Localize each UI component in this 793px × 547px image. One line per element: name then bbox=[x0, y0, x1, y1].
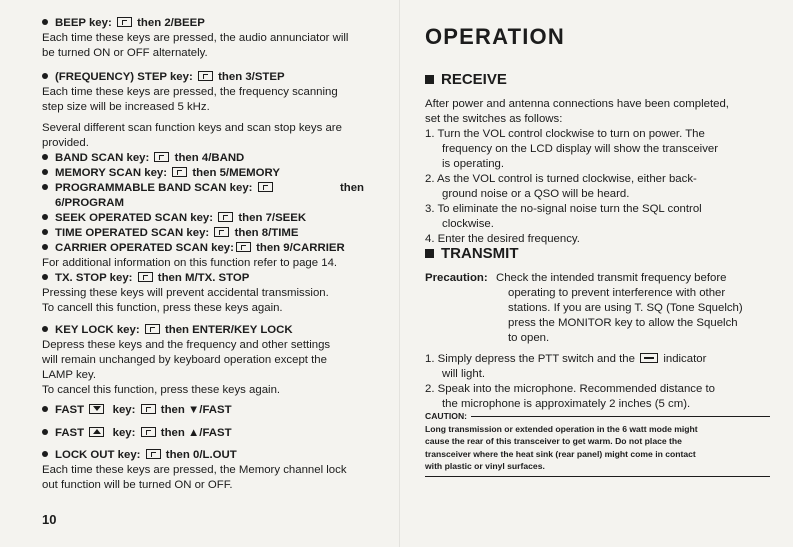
step-desc: Each time these keys are pressed, the frequency scanning bbox=[42, 86, 338, 98]
txstop-desc: Pressing these keys will prevent accidental transmission. bbox=[42, 287, 329, 299]
receive-step: 3. To eliminate the no-signal noise turn the SQL control bbox=[425, 203, 702, 215]
fast-down-label: FAST bbox=[55, 404, 85, 416]
fast-up-label: FAST bbox=[55, 427, 85, 439]
page-number: 10 bbox=[42, 512, 57, 527]
function-key-icon bbox=[138, 272, 153, 282]
caution-block bbox=[425, 410, 770, 477]
lockout-desc: Each time these keys are pressed, the Memory channel lock bbox=[42, 464, 347, 476]
scan-outro: For additional information on this function refer to page 14. bbox=[42, 257, 338, 269]
carrier-scan-label: CARRIER OPERATED SCAN key: bbox=[55, 242, 234, 254]
keylock-desc: LAMP key. bbox=[42, 369, 97, 381]
transmit-heading: TRANSMIT bbox=[425, 245, 519, 262]
txstop-section bbox=[42, 271, 372, 316]
step-desc: step size will be increased 5 kHz. bbox=[42, 101, 210, 113]
step-then: then 3/STEP bbox=[218, 71, 285, 83]
transmit-step: 2. Speak into the microphone. Recommended distance to bbox=[425, 383, 715, 395]
memory-scan-label: MEMORY SCAN key: bbox=[55, 167, 168, 179]
beep-desc: Each time these keys are pressed, the audio annunciator will bbox=[42, 32, 349, 44]
carrier-scan-then: then 9/CARRIER bbox=[256, 242, 345, 254]
scan-section bbox=[42, 121, 372, 271]
down-arrow-key-icon bbox=[89, 404, 104, 414]
receive-step: 1. Turn the VOL control clockwise to turn on power. The bbox=[425, 128, 705, 140]
fast-down-key: key: bbox=[112, 404, 136, 416]
function-key-icon bbox=[141, 427, 156, 437]
transmit-step-tail: indicator bbox=[663, 353, 707, 365]
precaution-line: press the MONITOR key to allow the Squelch bbox=[508, 317, 738, 329]
function-key-icon bbox=[141, 404, 156, 414]
caution-line: transceiver where the heat sink (rear panel) might come in contact bbox=[425, 448, 696, 459]
keylock-section bbox=[42, 323, 372, 398]
keylock-then: then ENTER/KEY LOCK bbox=[164, 324, 293, 336]
caution-bottom-rule bbox=[425, 476, 770, 477]
txstop-desc: To cancell this function, press these keys again. bbox=[42, 302, 283, 314]
precaution-line: operating to prevent interference with other bbox=[508, 287, 726, 299]
function-key-icon bbox=[172, 167, 187, 177]
lockout-label: LOCK OUT key: bbox=[55, 449, 141, 461]
beep-section bbox=[42, 16, 372, 61]
keylock-label: KEY LOCK key: bbox=[55, 324, 140, 336]
beep-then: then 2/BEEP bbox=[137, 17, 205, 29]
memory-scan-then: then 5/MEMORY bbox=[192, 167, 280, 179]
band-scan-then: then 4/BAND bbox=[174, 152, 245, 164]
caution-line: cause the rear of this transceiver to get warm. Do not place the bbox=[425, 436, 682, 446]
transmit-step: the microphone is approximately 2 inches (5 cm). bbox=[442, 398, 691, 410]
seek-scan-then: then 7/SEEK bbox=[238, 212, 307, 224]
caution-rule bbox=[471, 416, 770, 417]
receive-step: 4. Enter the desired frequency. bbox=[425, 233, 580, 245]
program-scan-cont: 6/PROGRAM bbox=[55, 197, 124, 209]
function-key-icon bbox=[214, 227, 229, 237]
fast-up-key: key: bbox=[112, 427, 136, 439]
receive-step: clockwise. bbox=[442, 218, 494, 230]
keylock-desc: To cancel this function, press these keys again. bbox=[42, 384, 281, 396]
keylock-desc: Depress these keys and the frequency and other settings bbox=[42, 339, 331, 351]
up-arrow-key-icon bbox=[89, 427, 104, 437]
seek-scan-label: SEEK OPERATED SCAN key: bbox=[55, 212, 214, 224]
function-key-icon bbox=[154, 152, 169, 162]
caution-line: with plastic or vinyl surfaces. bbox=[425, 461, 545, 471]
time-scan-label: TIME OPERATED SCAN key: bbox=[55, 227, 210, 239]
page-title: OPERATION bbox=[425, 24, 565, 49]
beep-desc: be turned ON or OFF alternately. bbox=[42, 47, 208, 59]
transmit-step: will light. bbox=[442, 368, 486, 380]
step-label: (FREQUENCY) STEP key: bbox=[55, 71, 193, 83]
lockout-section bbox=[42, 448, 372, 493]
caution-line: Long transmission or extended operation in the 6 watt mode might bbox=[425, 423, 698, 434]
time-scan-then: then 8/TIME bbox=[234, 227, 299, 239]
program-scan-then: then bbox=[339, 182, 364, 194]
function-key-icon bbox=[146, 449, 161, 459]
receive-step: 2. As the VOL control is turned clockwise, either back- bbox=[425, 173, 697, 185]
beep-label: BEEP key: bbox=[55, 17, 112, 29]
lockout-then: then 0/L.OUT bbox=[165, 449, 237, 461]
transmit-step: 1. Simply depress the PTT switch and the bbox=[425, 353, 635, 365]
precaution-line: stations. If you are using T. SQ (Tone Squelch) bbox=[508, 302, 743, 314]
receive-heading: RECEIVE bbox=[425, 71, 507, 88]
precaution-line: Check the intended transmit frequency before bbox=[496, 272, 727, 284]
receive-intro: set the switches as follows: bbox=[425, 113, 563, 125]
scan-intro: Several different scan function keys and scan stop keys are bbox=[42, 122, 342, 134]
transmit-steps bbox=[425, 352, 770, 412]
scan-intro: provided. bbox=[42, 137, 89, 149]
step-section bbox=[42, 70, 372, 115]
function-key-icon bbox=[218, 212, 233, 222]
receive-body bbox=[425, 97, 770, 247]
band-scan-label: BAND SCAN key: bbox=[55, 152, 150, 164]
function-key-icon bbox=[117, 17, 132, 27]
precaution-label: Precaution: bbox=[425, 272, 488, 284]
function-key-icon bbox=[236, 242, 251, 252]
fast-up-then: then ▲/FAST bbox=[160, 427, 232, 439]
program-scan-label: PROGRAMMABLE BAND SCAN key: bbox=[55, 182, 253, 194]
fast-down-then: then ▼/FAST bbox=[160, 404, 232, 416]
on-air-indicator-icon bbox=[640, 353, 658, 363]
txstop-label: TX. STOP key: bbox=[55, 272, 133, 284]
function-key-icon bbox=[145, 324, 160, 334]
fast-down-line bbox=[42, 403, 372, 418]
caution-label: CAUTION: bbox=[425, 411, 468, 421]
txstop-then: then M/TX. STOP bbox=[157, 272, 250, 284]
lockout-desc: out function will be turned ON or OFF. bbox=[42, 479, 233, 491]
fast-up-line bbox=[42, 426, 372, 441]
receive-intro: After power and antenna connections have been completed, bbox=[425, 98, 729, 110]
precaution-line: to open. bbox=[508, 332, 550, 344]
function-key-icon bbox=[258, 182, 273, 192]
square-bullet-icon bbox=[425, 249, 434, 258]
page-gutter bbox=[399, 0, 400, 547]
receive-step: is operating. bbox=[442, 158, 505, 170]
keylock-desc: will remain unchanged by keyboard operation except the bbox=[42, 354, 327, 366]
bullet bbox=[42, 19, 48, 25]
receive-step: ground noise or a QSO will be heard. bbox=[442, 188, 630, 200]
receive-step: frequency on the LCD display will show the transceiver bbox=[442, 143, 719, 155]
square-bullet-icon bbox=[425, 75, 434, 84]
function-key-icon bbox=[198, 71, 213, 81]
